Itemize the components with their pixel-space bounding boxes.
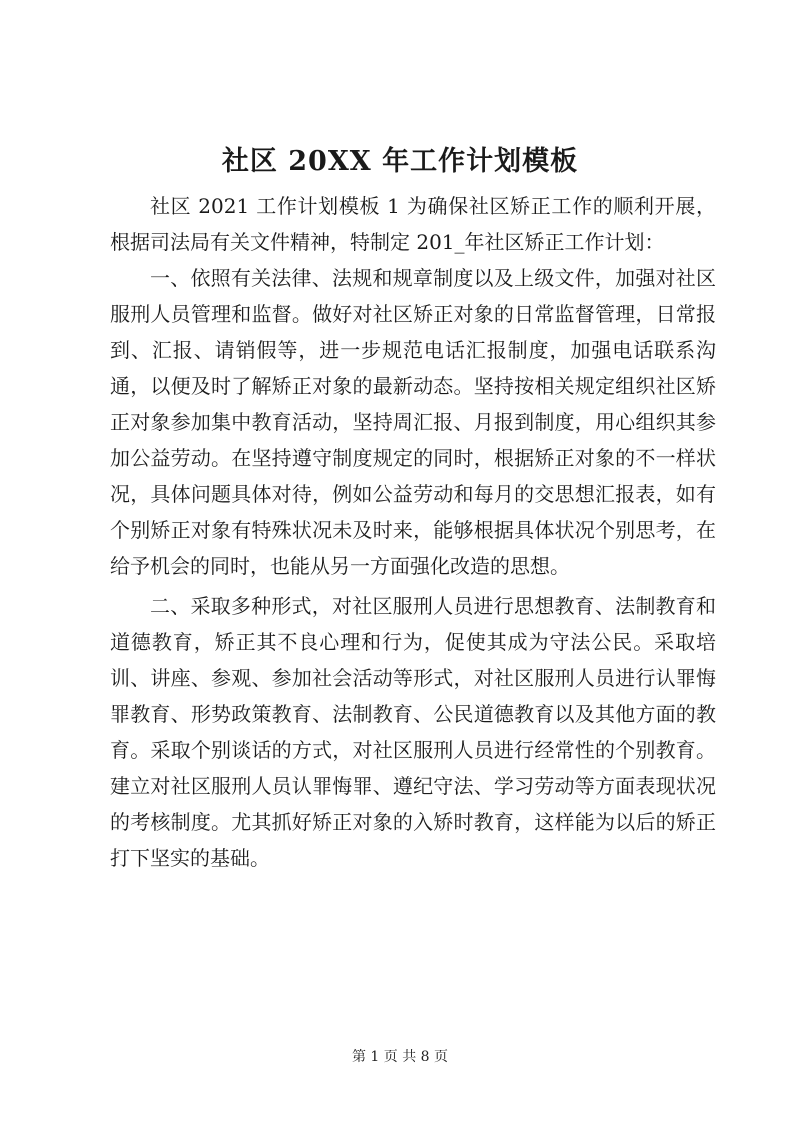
paragraph-intro: 社区 2021 工作计划模板 1 为确保社区矫正工作的顺利开展，根据司法局有关文件精神，特制定 201_年社区矫正工作计划： (110, 194, 716, 254)
paragraph-section-two: 二、采取多种形式，对社区服刑人员进行思想教育、法制教育和道德教育，矫正其不良心理和行为，促使其成为守法公民。采取培训、讲座、参观、参加社会活动等形式，对社区服刑人员进行认罪悔罪教育、形势政策教育、法制教育、公民道德教育以及其他方面的教育。采取个别谈话的方式，对社区服刑人员进行经常性的个别教育。建立对社区服刑人员认罪悔罪、遵纪守法、学习劳动等方面表现状况的考核制度。尤其抓好矫正对象的入矫时教育，这样能为以后的矫正打下坚实的基础。 (110, 594, 716, 870)
document-title: 社区 20XX 年工作计划模板 (221, 146, 579, 177)
paragraph-section-one: 一、依照有关法律、法规和规章制度以及上级文件，加强对社区服刑人员管理和监督。做好对社区矫正对象的日常监督管理，日常报到、汇报、请销假等，进一步规范电话汇报制度，加强电话联系沟通，以便及时了解矫正对象的最新动态。坚持按相关规定组织社区矫正对象参加集中教育活动，坚持周汇报、月报到制度，用心组织其参加公益劳动。在坚持遵守制度规定的同时，根据矫正对象的不一样状况，具体问题具体对待，例如公益劳动和每月的交思想汇报表，如有个别矫正对象有特殊状况未及时来，能够根据具体状况个别思考，在给予机会的同时，也能从另一方面强化改造的思想。 (110, 266, 716, 578)
document-body (110, 188, 716, 876)
page-number-footer: 第 1 页 共 8 页 (351, 1049, 449, 1065)
